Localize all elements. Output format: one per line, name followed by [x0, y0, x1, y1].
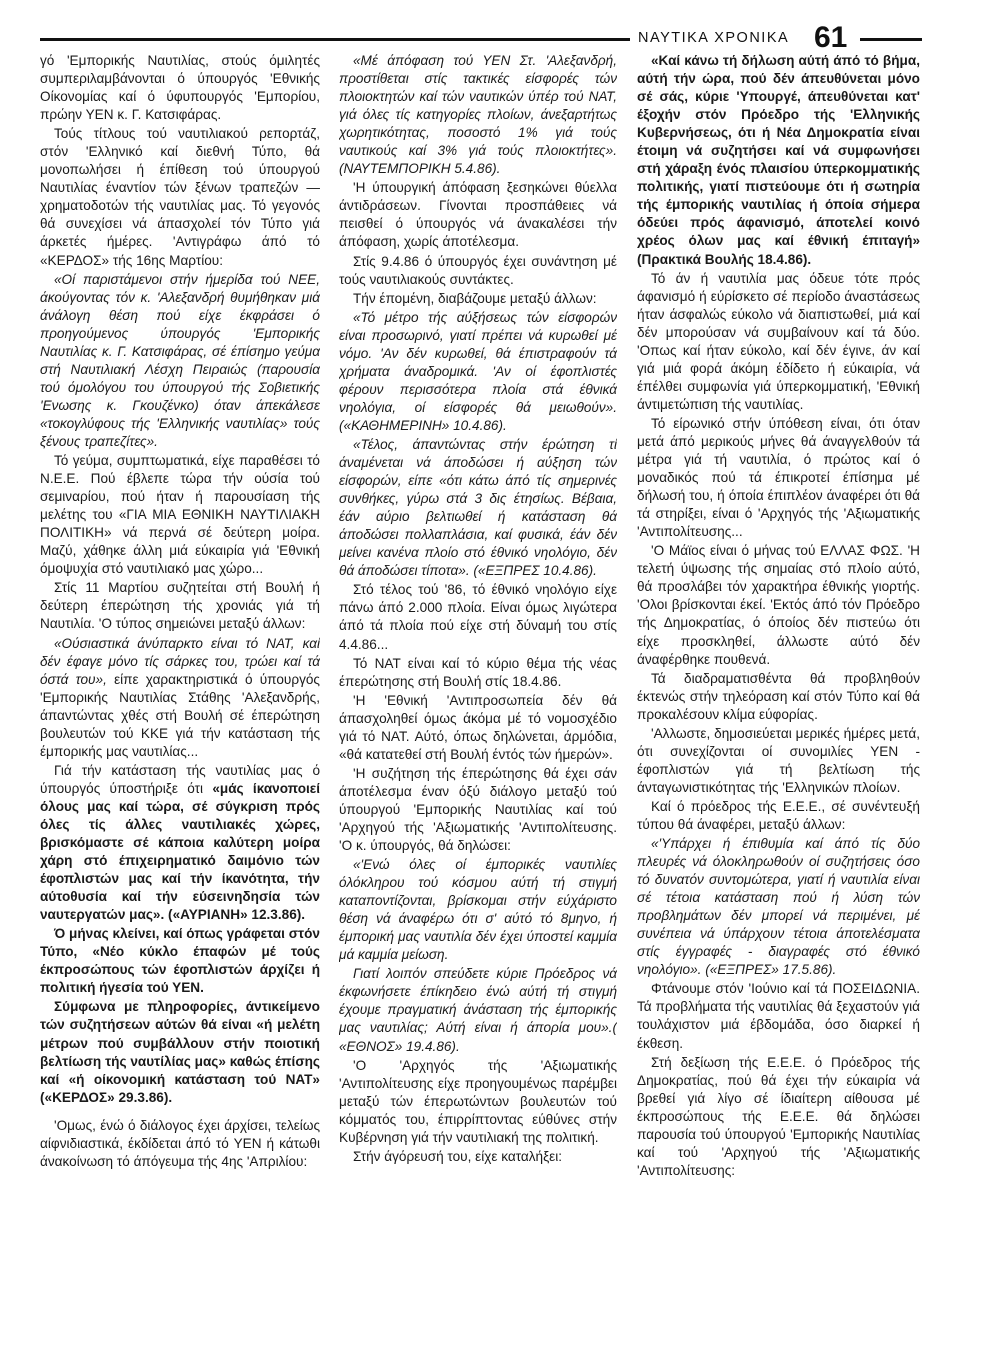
paragraph: Φτάνουμε στόν 'Ιούνιο καί τά ΠΟΣΕΙΔΩΝΙΑ. Τά προβλήματα τής ναυτιλίας θά ξεχαστούν γιά τουλάχιστον μιά έβδομάδα, όσο διαρκεί ή έκθεση.: [637, 981, 920, 1051]
paragraph: Καί ό πρόεδρος τής Ε.Ε.Ε., σέ συνέντευξή τύπου θά άναφέρει, μεταξύ άλλων:: [637, 798, 920, 832]
quote-paragraph: «'Υπάρχει ή έπιθυμία καί άπό τίς δύο πλευρές νά όλοκληρωθούν οί συζητήσεις όσο τό δυνατόν συντομώτερα, γιατί ή ναυτιλία είναι σέ τέτοια κατάσταση πού ή λύση τών προβλημάτων δέν μπορεί νά περιμένει, μέ συνέπεια νά ύπάρχουν τέτοια άποτελέσματα στίς έγγραφές - διαγραφές στό έθνικό νηολόγιο». («ΕΞΠΡΕΣ» 17.5.86).: [637, 836, 920, 978]
bold-paragraph: Σύμφωνα με πληροφορίες, άντικείμενο τών συζητήσεων αύτών θά είναι «ή μελέτη μέτρων πού συμβάλλουν στήν ποιοτική βελτίωση τής ναυτίλίας μας» καθώς έπίσης καί «ή οίκονομική κατάσταση τού ΝΑΤ» («ΚΕΡΔΟΣ» 29.3.86).: [40, 999, 320, 1105]
paragraph: [40, 762, 320, 924]
paragraph: 'Ομως, ένώ ό διάλογος έχει άρχίσει, τελείως αίφνιδιαστικά, έκδίδεται άπό τό ΥΕΝ ή κάτωθι άνακοίνωση τό άπόγευμα τής 4ης 'Απριλίου:: [40, 1117, 320, 1169]
quote-paragraph: «Τέλος, άπαντώντας στήν έρώτηση τί άναμένεται νά άποδώσει ή αύξηση τών είσφορών, είπε «ότι κάτω άπό τίς σημερινές συνθήκες, γύρω στά 3 δις έτησίως. Βέβαια, έάν αύριο βελτιωθεί ή κατάσταση θά άποδώσει πολλαπλάσια, καί φυσικά, έάν δέν μείνει κανένα πλοίο στό έθνικό νηολόγιο, δέν θά άποδώσει τίποτα». («ΕΞΠΡΕΣ 10.4.86).: [339, 436, 617, 579]
header-rule-left: [40, 38, 630, 41]
quote-paragraph: Γιατί λοιπόν σπεύδετε κύριε Πρόεδρος νά έκφωνήσετε έπίκηδειο ένώ αύτή τή στιγμή έχουμε πραγματική άνάσταση τής έμπορικής μας ναυτιλίας; Αύτή είναι ή άπορία μου».( «ΕΘΝΟΣ» 19.4.86).: [339, 966, 617, 1054]
paragraph-text: είπε χαρακτηριστικά ό ύπουργός 'Εμπορικής Ναυτιλίας Στάθης 'Αλεξανδρής, άπαντώντας χθές στή Βουλή σέ έπερώτηση βουλευτών τού ΚΚΕ γιά τήν κατάσταση τής έμπορικής μας ναυτιλίας...: [40, 671, 320, 759]
paragraph: Τό είρωνικό στήν ύπόθεση είναι, ότι όταν μετά άπό μερικούς μήνες θά άναγγελθούν τά μέτρα γιά τή ναυτιλία, ό πρώτος καί ό μοναδικός πού τά έπικροτεί έπίσημα μέ δήλωσή του, ή όποία έπιπλέον άναφέρει ότι θά τά στηρίξει, είναι ό 'Αρχηγός τής 'Αξιωματικής 'Αντιπολίτευσης...: [637, 415, 920, 540]
article-column-3: [637, 52, 920, 1292]
quote-paragraph: «Οί παριστάμενοι στήν ήμερίδα τού ΝΕΕ, άκούγοντας τόν κ. 'Αλεξανδρή θυμήθηκαν μιά άνάλογη θέση πού είχε έκφράσει ό προηγούμενος ύπουργός 'Εμπορικής Ναυτιλίας κ. Γ. Κατσιφάρας, σέ έπίσημο γεύμα στή Ναυτιλιακή Λέσχη Πειραιώς (παρουσία τού όμολόγου του ύπουργού τής Σοβιετικής 'Ενωσης κ. Γκουζένκο) όταν άπεκάλεσε «τοκογλύφους τής 'Ελληνικής ναυτιλίας» τούς ξένους τραπεζίτες».: [40, 271, 320, 449]
bold-quote-paragraph: «Καί κάνω τή δήλωση αύτή άπό τό βήμα, αύτή τήν ώρα, πού δέν άπευθύνεται μόνο σέ σάς, κύριε 'Υπουργέ, άπευθύνεται κατ' έξοχήν στόν Πρόεδρο τής 'Ελληνικής Κυβερνήσεως, ότι ή Νέα Δημοκρατία είναι έτοιμη νά συζητήσει καί νά συμφωνήσει στή χάραξη ένός πλαισίου ύπερκομματικής πολιτικής, γιατί πιστεύουμε ότι ή σωτηρία τής έμπορικής ναυτιλίας ή όποία σήμερα όδεύει πρός άφανισμό, άποτελεί κοινό χρέος όλων μας καί έθνική έπιταγή» (Πρακτικά Βουλής 18.4.86).: [637, 53, 920, 267]
paragraph: Τό άν ή ναυτιλία μας όδευε τότε πρός άφανισμό ή εύρίσκετο σέ περίοδο άναστάσεως ήταν άσφαλώς εύκολο νά διαπιστωθεί, μιά καί δέν μπορούσαν νά συμβαίνουν καί τά δύο. 'Οπως καί ήταν εύκολο, καί δέν έγινε, άν καί γιά μιά φορά άκόμη έδίδετο ή εύκαιρία, νά έπέλθει συμφωνία γιά ύπερκομματική, 'Εθνική άντιμετώπιση τής ναυτιλίας.: [637, 270, 920, 412]
paragraph: Τούς τίτλους τού ναυτιλιακού ρεπορτάζ, στόν 'Ελληνικό καί διεθνή Τύπο, θά μονοπωλήσει ή έπίθεση τού ύπουργού Ναυτιλίας έναντίον τών ξένων τραπεζών — χρηματοδοτών τής ναυτιλίας μας. Τό γεγονός θά συνεχίσει νά άπασχολεί τόν Τύπο γιά άρκετές ήμέρες. 'Αντιγράφω άπό τό «ΚΕΡΔΟΣ» τής 16ης Μαρτίου:: [40, 126, 320, 268]
paragraph: [40, 635, 320, 761]
quote-paragraph: «Μέ άπόφαση τού ΥΕΝ Στ. 'Αλεξανδρή, προστίθεται στίς τακτικές είσφορές τών πλοιοκτητών καί τών ναυτικών ύπέρ τού ΝΑΤ, γιά όλες τίς κατηγορίες πλοίων, άνεξαρτήτως χωρητικότητας, ποσοστό 1% γιά τούς ναυτικούς καί 3% γιά τούς πλοιοκτήτες». (ΝΑΥΤΕΜΠΟΡΙΚΗ 5.4.86).: [339, 53, 617, 177]
paragraph: 'Αλλωστε, δημοσιεύεται μερικές ήμέρες μετά, ότι συνεχίζονται οί συνομιλίες ΥΕΝ - έφοπλιστών γιά τή βελτίωση τής άνταγωνιστικότητας τής 'Ελληνικών πλοίων.: [637, 725, 920, 795]
paragraph: Τήν έπομένη, διαβάζουμε μεταξύ άλλων:: [353, 290, 597, 306]
paragraph: Τό ΝΑΤ είναι καί τό κύριο θέμα τής νέας έπερώτησης στή Βουλή στίς 18.4.86.: [339, 655, 617, 689]
paragraph: γό 'Εμπορικής Ναυτιλίας, στούς όμιλητές συμπεριλαμβάνονται ό ύπουργός 'Εθνικής Οίκονομίας καί ό ύφυπουργός 'Εμπορίου, πρώην ΥΕΝ κ. Γ. Κατσιφάρας.: [40, 53, 320, 123]
paragraph: Στήν άγόρευσή του, είχε καταλήξει:: [353, 1148, 563, 1164]
paragraph: Στίς 9.4.86 ό ύπουργός έχει συνάντηση μέ τούς ναυτιλιακούς συντάκτες.: [339, 253, 617, 287]
page-number: 61: [814, 21, 848, 54]
article-column-1: [40, 52, 320, 1292]
article-column-2: [339, 52, 617, 1292]
paragraph: 'Η συζήτηση τής έπερώτησης θά έχει σάν άποτέλεσμα έναν όξύ διάλογο μεταξύ τού ύπουργού 'Εμπορικής Ναυτιλίας καί τού 'Αρχηγού τής 'Αξιωματικής 'Αντιπολίτευσης. 'Ο κ. ύπουργός, θά δηλώσει:: [339, 765, 617, 854]
header-rule-right: [860, 38, 922, 41]
paragraph: 'Ο 'Αρχηγός τής 'Αξιωματικής 'Αντιπολίτευσης είχε προηγουμένως παρέμβει μεταξύ τών έπερωτώντων βουλευτών τού κόμματός του, έπιρρίπτοντας εύθύνες στήν Κυβέρνηση γιά τήν ναυτιλιακή της πολιτική.: [339, 1057, 617, 1145]
paragraph: Στίς 11 Μαρτίου συζητείται στή Βουλή ή δεύτερη έπερώτηση τής χρονιάς γιά τή Ναυτιλία. 'Ο τύπος σημειώνει μεταξύ άλλων:: [40, 580, 320, 632]
publication-title: ΝΑΥΤΙΚΑ ΧΡΟΝΙΚΑ: [638, 30, 790, 46]
paragraph: Στή δεξίωση τής Ε.Ε.Ε. ό Πρόεδρος τής Δημοκρατίας, πού θά έχει τήν εύκαιρία νά βρεθεί γιά λίγο σέ ίδιαίτερη αίθουσα μέ έκπροσώπους τής Ε.Ε.Ε. θά δηλώσει παρουσία τού ύπουργού 'Εμπορικής Ναυτιλίας καί τού 'Αρχηγού τής 'Αξιωματικής 'Αντιπολίτευσης:: [637, 1054, 920, 1178]
paragraph: 'Η 'Εθνική 'Αντιπροσωπεία δέν θά άπασχοληθεί όμως άκόμα μέ τό νομοσχέδιο γιά τό ΝΑΤ. Αύτό, όπως δηλώνεται, άρμόδια, «θά κατατεθεί στή Βουλή έντός τών ήμερών».: [339, 692, 617, 762]
paragraph-text: Γιά τήν κατάσταση τής ναυτιλίας μας ό ύπουργός ύποστήριξε ότι: [40, 762, 320, 796]
paragraph: 'Η ύπουργική άπόφαση ξεσηκώνει θύελλα άντιδράσεων. Γίνονται προσπάθειες νά πεισθεί ό ύπουργός νά άνακαλέσει τήν άπόφαση, χωρίς άποτέλεσμα.: [339, 180, 617, 250]
bold-paragraph: Ό μήνας κλείνει, καί όπως γράφεται στόν Τύπο, «Νέο κύκλο έπαφών μέ τούς έκπροσώπους τών έφοπλιστών άρχίζει ή πολιτική ήγεσία τού ΥΕΝ.: [40, 926, 320, 996]
paragraph: Τό γεύμα, συμπτωματικά, είχε παραθέσει τό Ν.Ε.Ε. Πού έβλεπε τώρα τήν ούσία τού σεμιναρίου, πού ήταν ή παρουσίαση τής μελέτης του «ΓΙΑ ΜΙΑ ΕΘΝΙΚΗ ΝΑΥΤΙΛΙΑΚΗ ΠΟΛΙΤΙΚΗ» νά περνά σέ δεύτερη μοίρα. Μαζύ, χάθηκε άλλη μιά εύκαιρία γιά 'Εθνική όμοψυχία στό ναυτιλιακό μας χώρο...: [40, 453, 320, 577]
quote-paragraph: «Τό μέτρο τής αύξήσεως τών είσφορών είναι προσωρινό, γιατί πρέπει νά κυρωθεί μέ νόμο. 'Αν δέν κυρωθεί, θά έπιστραφούν τά χρήματα άναδρομικά. 'Αν οί έφοπλιστές φέρουν περισσότερα πλοία στά έθνικά νηολόγια, οί είσφορές θά μειωθούν». («ΚΑΘΗΜΕΡΙΝΗ» 10.4.86).: [339, 309, 617, 433]
paragraph: Τά διαδραματισθέντα θά προβληθούν έκτενώς στήν τηλεόραση καί στόν Τύπο καί θά προκαλέσουν κλίμα εύφορίας.: [637, 670, 920, 722]
paragraph: Στό τέλος τού '86, τό έθνικό νηολόγιο είχε πάνω άπό 2.000 πλοία. Είναι όμως λιγώτερα άπό τά πλοία πού είχε στή δύναμή του στίς 4.4.86...: [339, 582, 617, 652]
paragraph: 'Ο Μάϊος είναι ό μήνας τού ΕΛΛΑΣ ΦΩΣ. 'Η τελετή ύψωσης τής σημαίας στό πλοίο αύτό, θά προσλάβει τόν χαρακτήρα έθνικής γιορτής. 'Ολοι βρίσκονται έκεί. 'Εκτός άπό τόν Πρόεδρο τής Δημοκρατίας, ό όποίος δέν πιστεύω ότι είχε προσκληθεί, άλλωστε αύτό δέν άναφέρθηκε πουθενά.: [637, 543, 920, 667]
quote-text: «Ούσιαστικά άνύπαρκτο είναι τό ΝΑΤ, καί δέν έφαγε μόνο τίς σάρκες του, τρώει καί τά όστά του»,: [40, 635, 320, 687]
bold-quote-text: «μάς ίκανοποιεί όλους μας καί τώρα, σέ σύγκριση πρός όλες τίς άλλες ναυτιλιακές χώρες, βρισκόμαστε σέ κάποια καλύτερη μοίρα χάρη στό έπιχειρηματικό δαιμόνιο τών έφοπλιστών μας καί τήν ίκανότητα, τήν αύτοθυσία καί τήν εύσεινηδησία τών ναυτεργατών μας». («ΑΥΡΙΑΝΗ» 12.3.86).: [40, 780, 320, 923]
quote-paragraph: «'Ενώ όλες οί έμπορικές ναυτιλίες όλόκληρου τού κόσμου αύτή τή στιγμή καταποντίζονται, βρίσκομαι στήν εύχάριστο θέση νά άναφέρω ότι σ' αύτό τό 8μηνο, ή έμπορική μας ναυτιλία δέν έχει ύποστεί καμμία μά καμμία μείωση.: [339, 857, 617, 963]
